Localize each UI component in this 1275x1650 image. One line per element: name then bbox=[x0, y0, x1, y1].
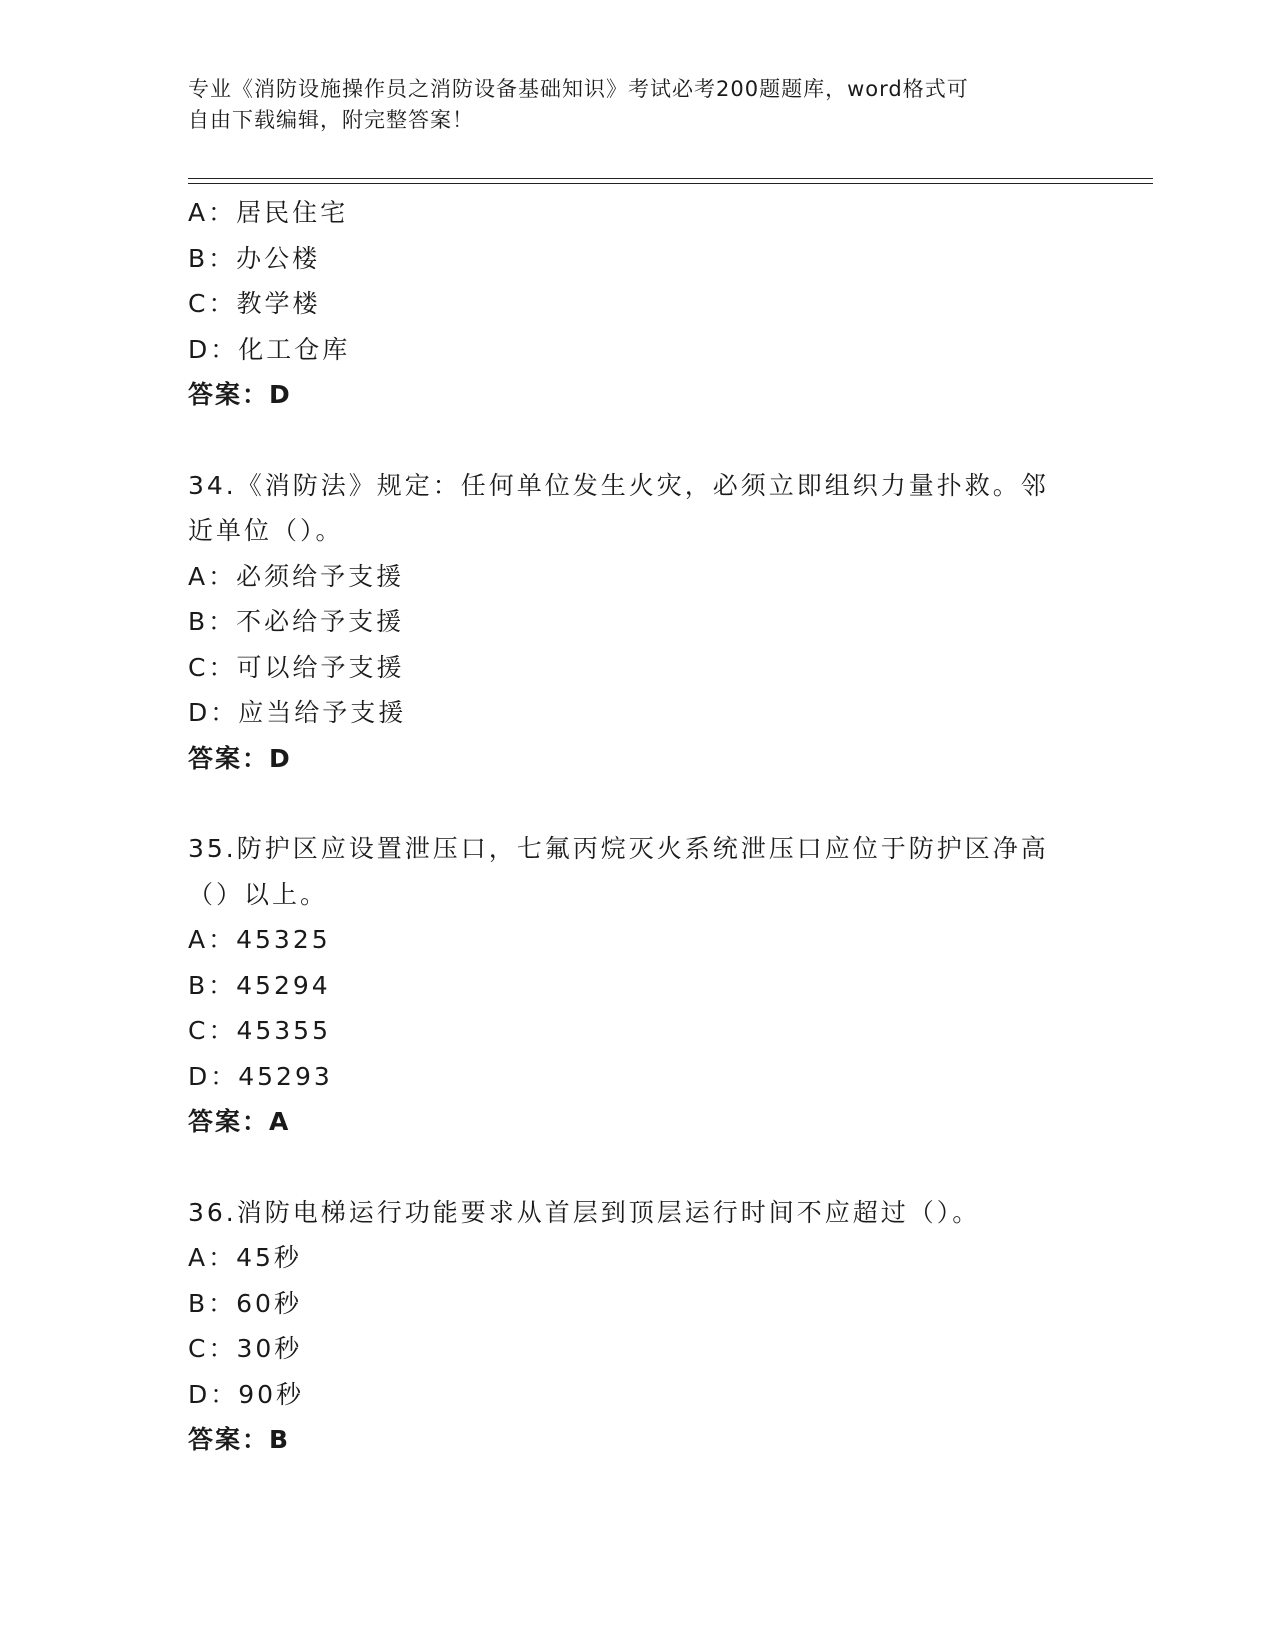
option-a: A：45秒 bbox=[188, 1243, 302, 1272]
option-c: C：教学楼 bbox=[188, 289, 321, 318]
question-text-line-2: （）以上。 bbox=[188, 879, 329, 909]
header-line-2: 自由下载编辑，附完整答案！ bbox=[188, 108, 474, 132]
option-a: A：必须给予支援 bbox=[188, 561, 405, 591]
option-b: B：办公楼 bbox=[188, 243, 321, 273]
spacer bbox=[188, 418, 1088, 463]
question-text-line-2: 近单位（）。 bbox=[188, 516, 344, 545]
answer: 答案：D bbox=[188, 743, 292, 773]
option-b: B：45294 bbox=[188, 970, 331, 1000]
option-b: B：60秒 bbox=[188, 1288, 302, 1318]
question-text-line-1: 36.消防电梯运行功能要求从首层到顶层运行时间不应超过（）。 bbox=[188, 1197, 981, 1227]
question-33 bbox=[188, 190, 1088, 418]
question-text-line-1: 34.《消防法》规定：任何单位发生火灾，必须立即组织力量扑救。邻 bbox=[188, 470, 1049, 500]
option-d: D：应当给予支援 bbox=[188, 698, 407, 727]
option-c: C：可以给予支援 bbox=[188, 652, 405, 682]
option-d: D：化工仓库 bbox=[188, 334, 351, 364]
answer: 答案：D bbox=[188, 380, 292, 409]
answer: 答案：B bbox=[188, 1425, 291, 1454]
option-c: C：30秒 bbox=[188, 1334, 303, 1363]
option-c: C：45355 bbox=[188, 1016, 331, 1045]
question-34 bbox=[188, 463, 1088, 782]
question-36 bbox=[188, 1190, 1088, 1463]
answer: 答案：A bbox=[188, 1107, 291, 1136]
spacer bbox=[188, 781, 1088, 826]
question-list bbox=[188, 190, 1088, 1463]
option-a: A：居民住宅 bbox=[188, 198, 349, 227]
header-divider-bottom bbox=[188, 183, 1153, 184]
spacer bbox=[188, 1145, 1088, 1190]
header-line-1: 专业《消防设施操作员之消防设备基础知识》考试必考200题题库，word格式可 bbox=[188, 77, 969, 101]
document-header bbox=[188, 74, 1068, 136]
question-text-line-1: 35.防护区应设置泄压口，七氟丙烷灭火系统泄压口应位于防护区净高 bbox=[188, 834, 1049, 863]
option-d: D：90秒 bbox=[188, 1379, 305, 1409]
option-b: B：不必给予支援 bbox=[188, 607, 405, 636]
header-divider-top bbox=[188, 178, 1153, 179]
question-35 bbox=[188, 826, 1088, 1145]
option-d: D：45293 bbox=[188, 1061, 333, 1091]
option-a: A：45325 bbox=[188, 925, 331, 954]
